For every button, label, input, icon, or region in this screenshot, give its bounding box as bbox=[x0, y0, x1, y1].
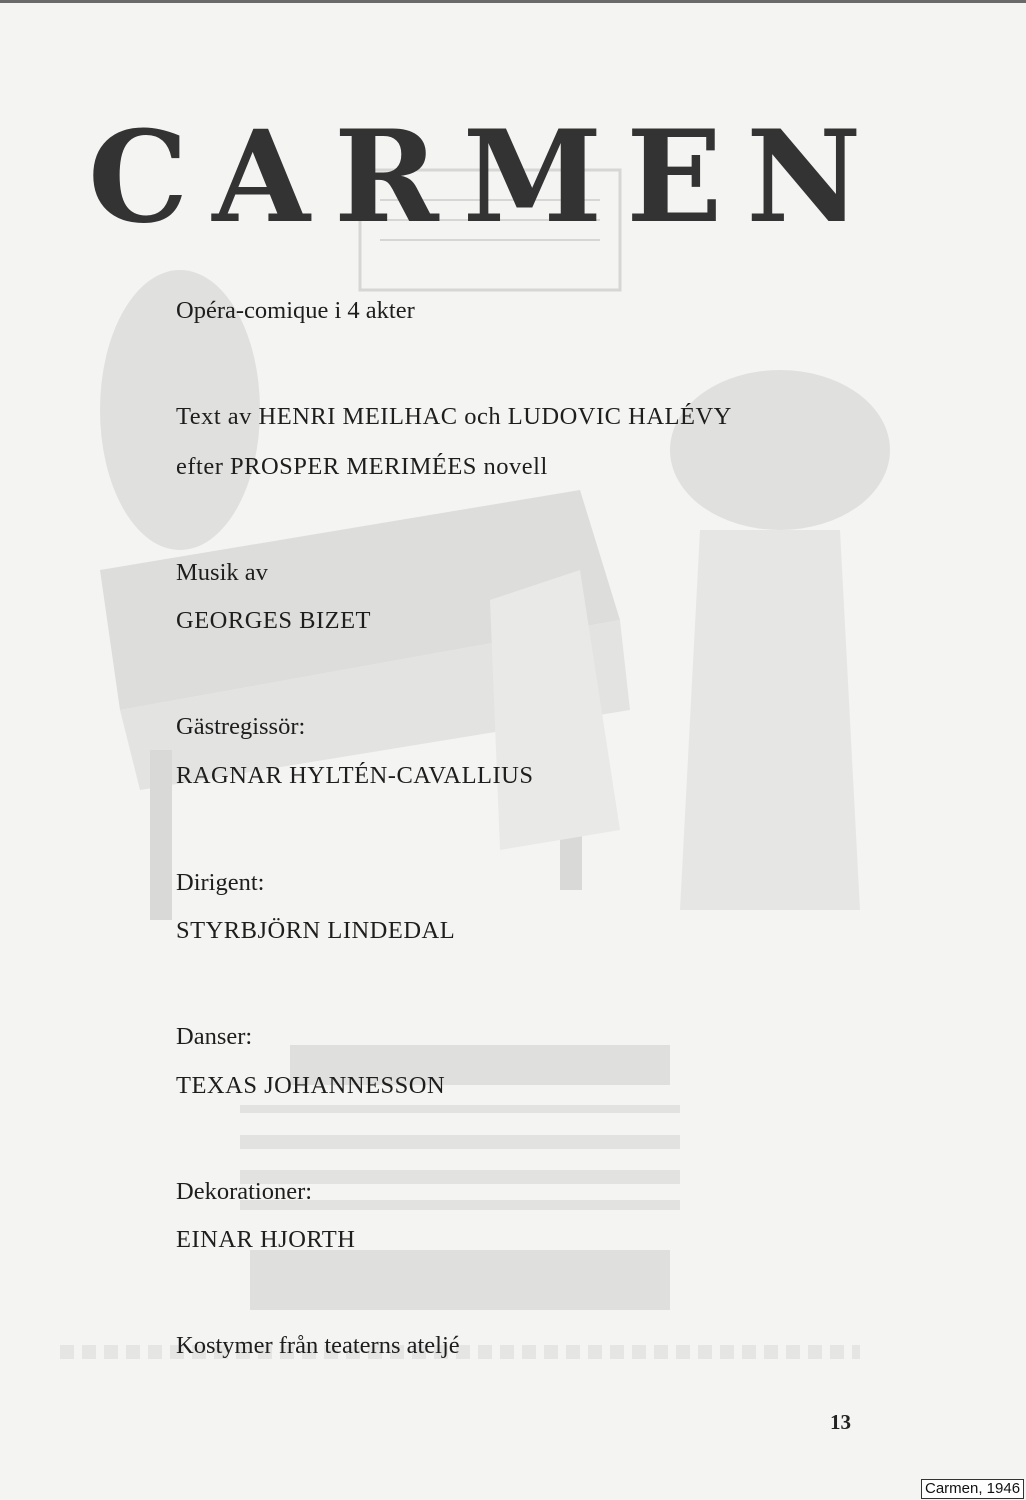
credit-role-music: Musik av bbox=[176, 559, 268, 586]
credit-name-sets: EINAR HJORTH bbox=[176, 1226, 356, 1253]
credit-name-music: GEORGES BIZET bbox=[176, 607, 371, 634]
top-border-rule bbox=[0, 0, 1026, 3]
image-caption: Carmen, 1946 bbox=[921, 1479, 1024, 1499]
credit-role-dances: Danser: bbox=[176, 1023, 253, 1050]
credit-name-conductor: STYRBJÖRN LINDEDAL bbox=[176, 917, 456, 944]
credit-role-director: Gästregissör: bbox=[176, 713, 306, 740]
page-title: CARMEN bbox=[88, 103, 886, 251]
credit-role-sets: Dekorationer: bbox=[176, 1178, 313, 1205]
credit-name-dances: TEXAS JOHANNESSON bbox=[176, 1072, 446, 1099]
text-credit-line-1: Text av HENRI MEILHAC och LUDOVIC HALÉVY bbox=[176, 403, 732, 430]
credit-role-conductor: Dirigent: bbox=[176, 869, 265, 896]
page-number: 13 bbox=[830, 1410, 851, 1434]
subtitle: Opéra-comique i 4 akter bbox=[176, 297, 415, 324]
credit-name-director: RAGNAR HYLTÉN-CAVALLIUS bbox=[176, 762, 534, 789]
text-credit-line-2: efter PROSPER MERIMÉES novell bbox=[176, 453, 548, 480]
costumes-note: Kostymer från teaterns ateljé bbox=[176, 1332, 460, 1359]
